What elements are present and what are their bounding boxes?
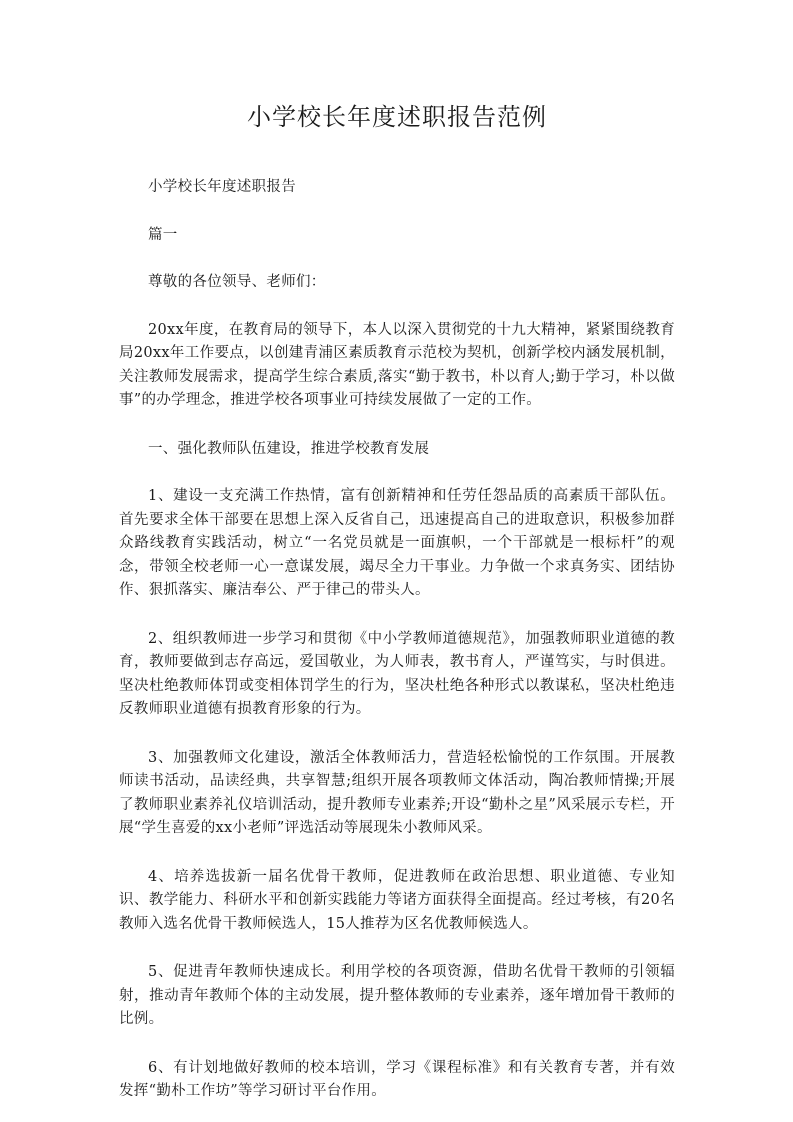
section-heading-1: 一、强化教师队伍建设，推进学校教育发展 [148,440,430,457]
report-subtitle: 小学校长年度述职报告 [148,179,296,195]
paragraph-item-3: 3、加强教师文化建设，激活全体教师活力，营造轻松愉悦的工作氛围。开展教师读书活动，品读经典，共享智慧;组织开展各项教师文体活动，陶冶教师情操;开展了教师职业素养礼仪培训活动，提升教师专业素养;开设“勤朴之星”风采展示专栏，开展“学生喜爱的xx小老师”评选活动等展现朱小教师风采。 [119,749,675,836]
section-label: 篇一 [148,226,178,243]
paragraph-item-5: 5、促进青年教师快速成长。利用学校的各项资源，借助名优骨干教师的引领辐射，推动青年教师个体的主动发展，提升整体教师的专业素养，逐年增加骨干教师的比例。 [119,964,675,1027]
paragraph-intro: 20xx年度，在教育局的领导下，本人以深入贯彻党的十九大精神，紧紧围绕教育局20xx年工作要点，以创建青浦区素质教育示范校为契机，创新学校内涵发展机制，关注教师发展需求，提高学生综合素质,落实“勤于教书，朴以育人;勤于学习，朴以做事”的办学理念，推进学校各项事业可持续发展做了一定的工作。 [119,321,675,408]
paragraph-item-1: 1、建设一支充满工作热情，富有创新精神和任劳任怨品质的高素质干部队伍。首先要求全体干部要在思想上深入反省自己，迅速提高自己的进取意识，积极参加群众路线教育实践活动，树立“一名党员就是一面旗帜，一个干部就是一根标杆”的观念，带领全校老师一心一意谋发展，竭尽全力干事业。力争做一个求真务实、团结协作、狠抓落实、廉洁奉公、严于律己的带头人。 [119,488,675,598]
paragraph-item-4: 4、培养选拔新一届名优骨干教师，促进教师在政治思想、职业道德、专业知识、教学能力、科研水平和创新实践能力等诸方面获得全面提高。经过考核，有20名教师入选名优骨干教师候选人，15人推荐为区名优教师候选人。 [119,868,675,932]
document-title: 小学校长年度述职报告范例 [247,103,547,131]
greeting: 尊敬的各位领导、老师们： [148,274,326,290]
paragraph-item-2: 2、组织教师进一步学习和贯彻《中小学教师道德规范》，加强教师职业道德的教育，教师要做到志存高远，爱国敬业，为人师表，教书育人，严谨笃实，与时俱进。坚决杜绝教师体罚或变相体罚学生的行为，坚决杜绝各种形式以教谋私，坚决杜绝违反教师职业道德有损教育形象的行为。 [119,630,675,717]
paragraph-item-6: 6、有计划地做好教师的校本培训，学习《课程标准》和有关教育专著，并有效发挥“勤朴工作坊”等学习研讨平台作用。 [119,1059,675,1099]
